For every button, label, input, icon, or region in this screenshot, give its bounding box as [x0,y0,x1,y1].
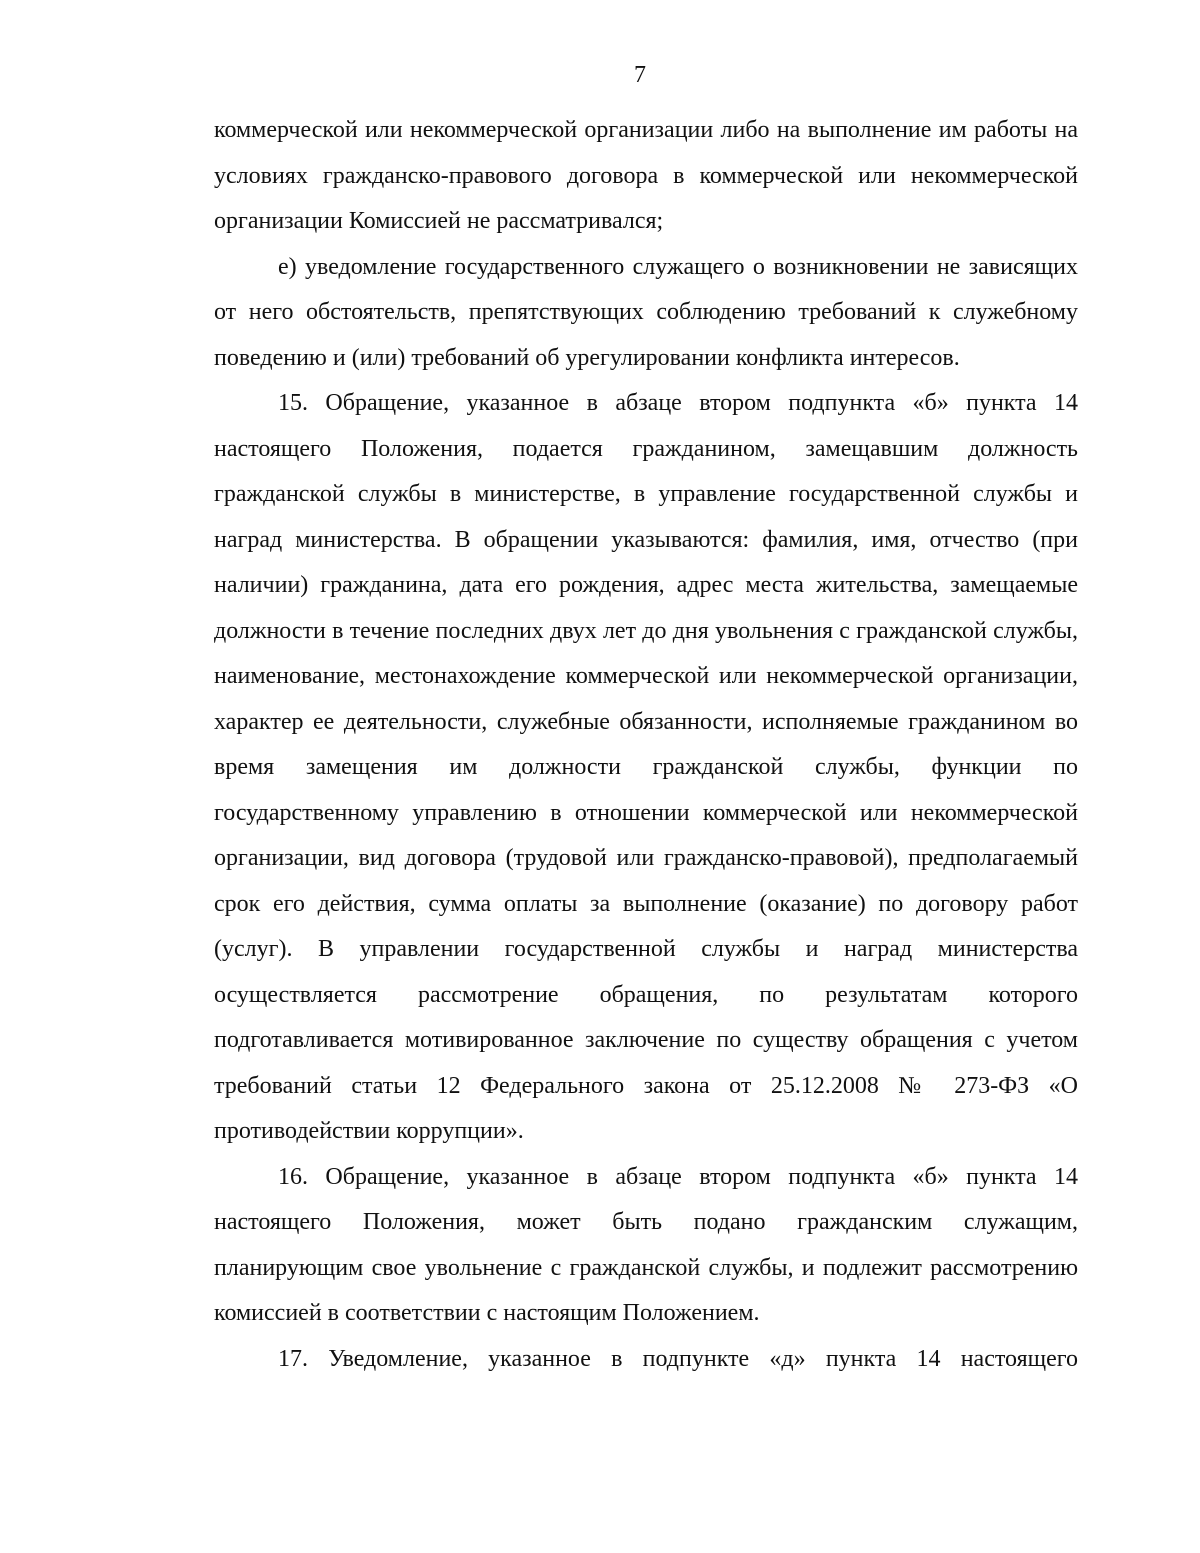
paragraph-continuation: коммерческой или некоммерческой организации либо на выполнение им работы на условиях гражданско-правового договора в коммерческой или некоммерческой организации Комиссией не рассматривался; [214,117,1078,234]
paragraph-item-17: 17. Уведомление, указанное в подпункте «д» пункта 14 настоящего [278,1345,1078,1372]
paragraph-item-e: е) уведомление государственного служащего о возникновении не зависящих от него обстоятельств, препятствующих соблюдению требований к служебному поведению и (или) требований об урегулировании конфликта интересов. [214,253,1078,371]
paragraph-item-15: 15. Обращение, указанное в абзаце втором подпункта «б» пункта 14 настоящего Положения, подается гражданином, замещавшим должность гражданской службы в министерстве, в управление государственной службы и наград министерства. В обращении указываются: фамилия, имя, отчество (при наличии) гражданина, дата его рождения, адрес места жительства, замещаемые должности в течение последних двух лет до дня увольнения с гражданской службы, наименование, местонахождение коммерческой или некоммерческой организации, характер ее деятельности, служебные обязанности, исполняемые гражданином во время замещения им должности гражданской службы, функции по государственному управлению в отношении коммерческой или некоммерческой организации, вид договора (трудовой или гражданско-правовой), предполагаемый срок его действия, сумма оплаты за выполнение (оказание) по договору работ (услуг). В управлении государственной службы и наград министерства осуществляется рассмотрение обращения, по результатам которого подготавливается мотивированное заключение по существу обращения с учетом требований статьи 12 Федерального закона от 25.12.2008 № 273-ФЗ «О противодействии коррупции». [214,390,1078,1144]
page-number: 7 [634,62,646,88]
document-body [214,108,1078,1382]
paragraph-item-16: 16. Обращение, указанное в абзаце втором подпункта «б» пункта 14 настоящего Положения, может быть подано гражданским служащим, планирующим свое увольнение с гражданской службы, и подлежит рассмотрению комиссией в соответствии с настоящим Положением. [214,1163,1078,1326]
